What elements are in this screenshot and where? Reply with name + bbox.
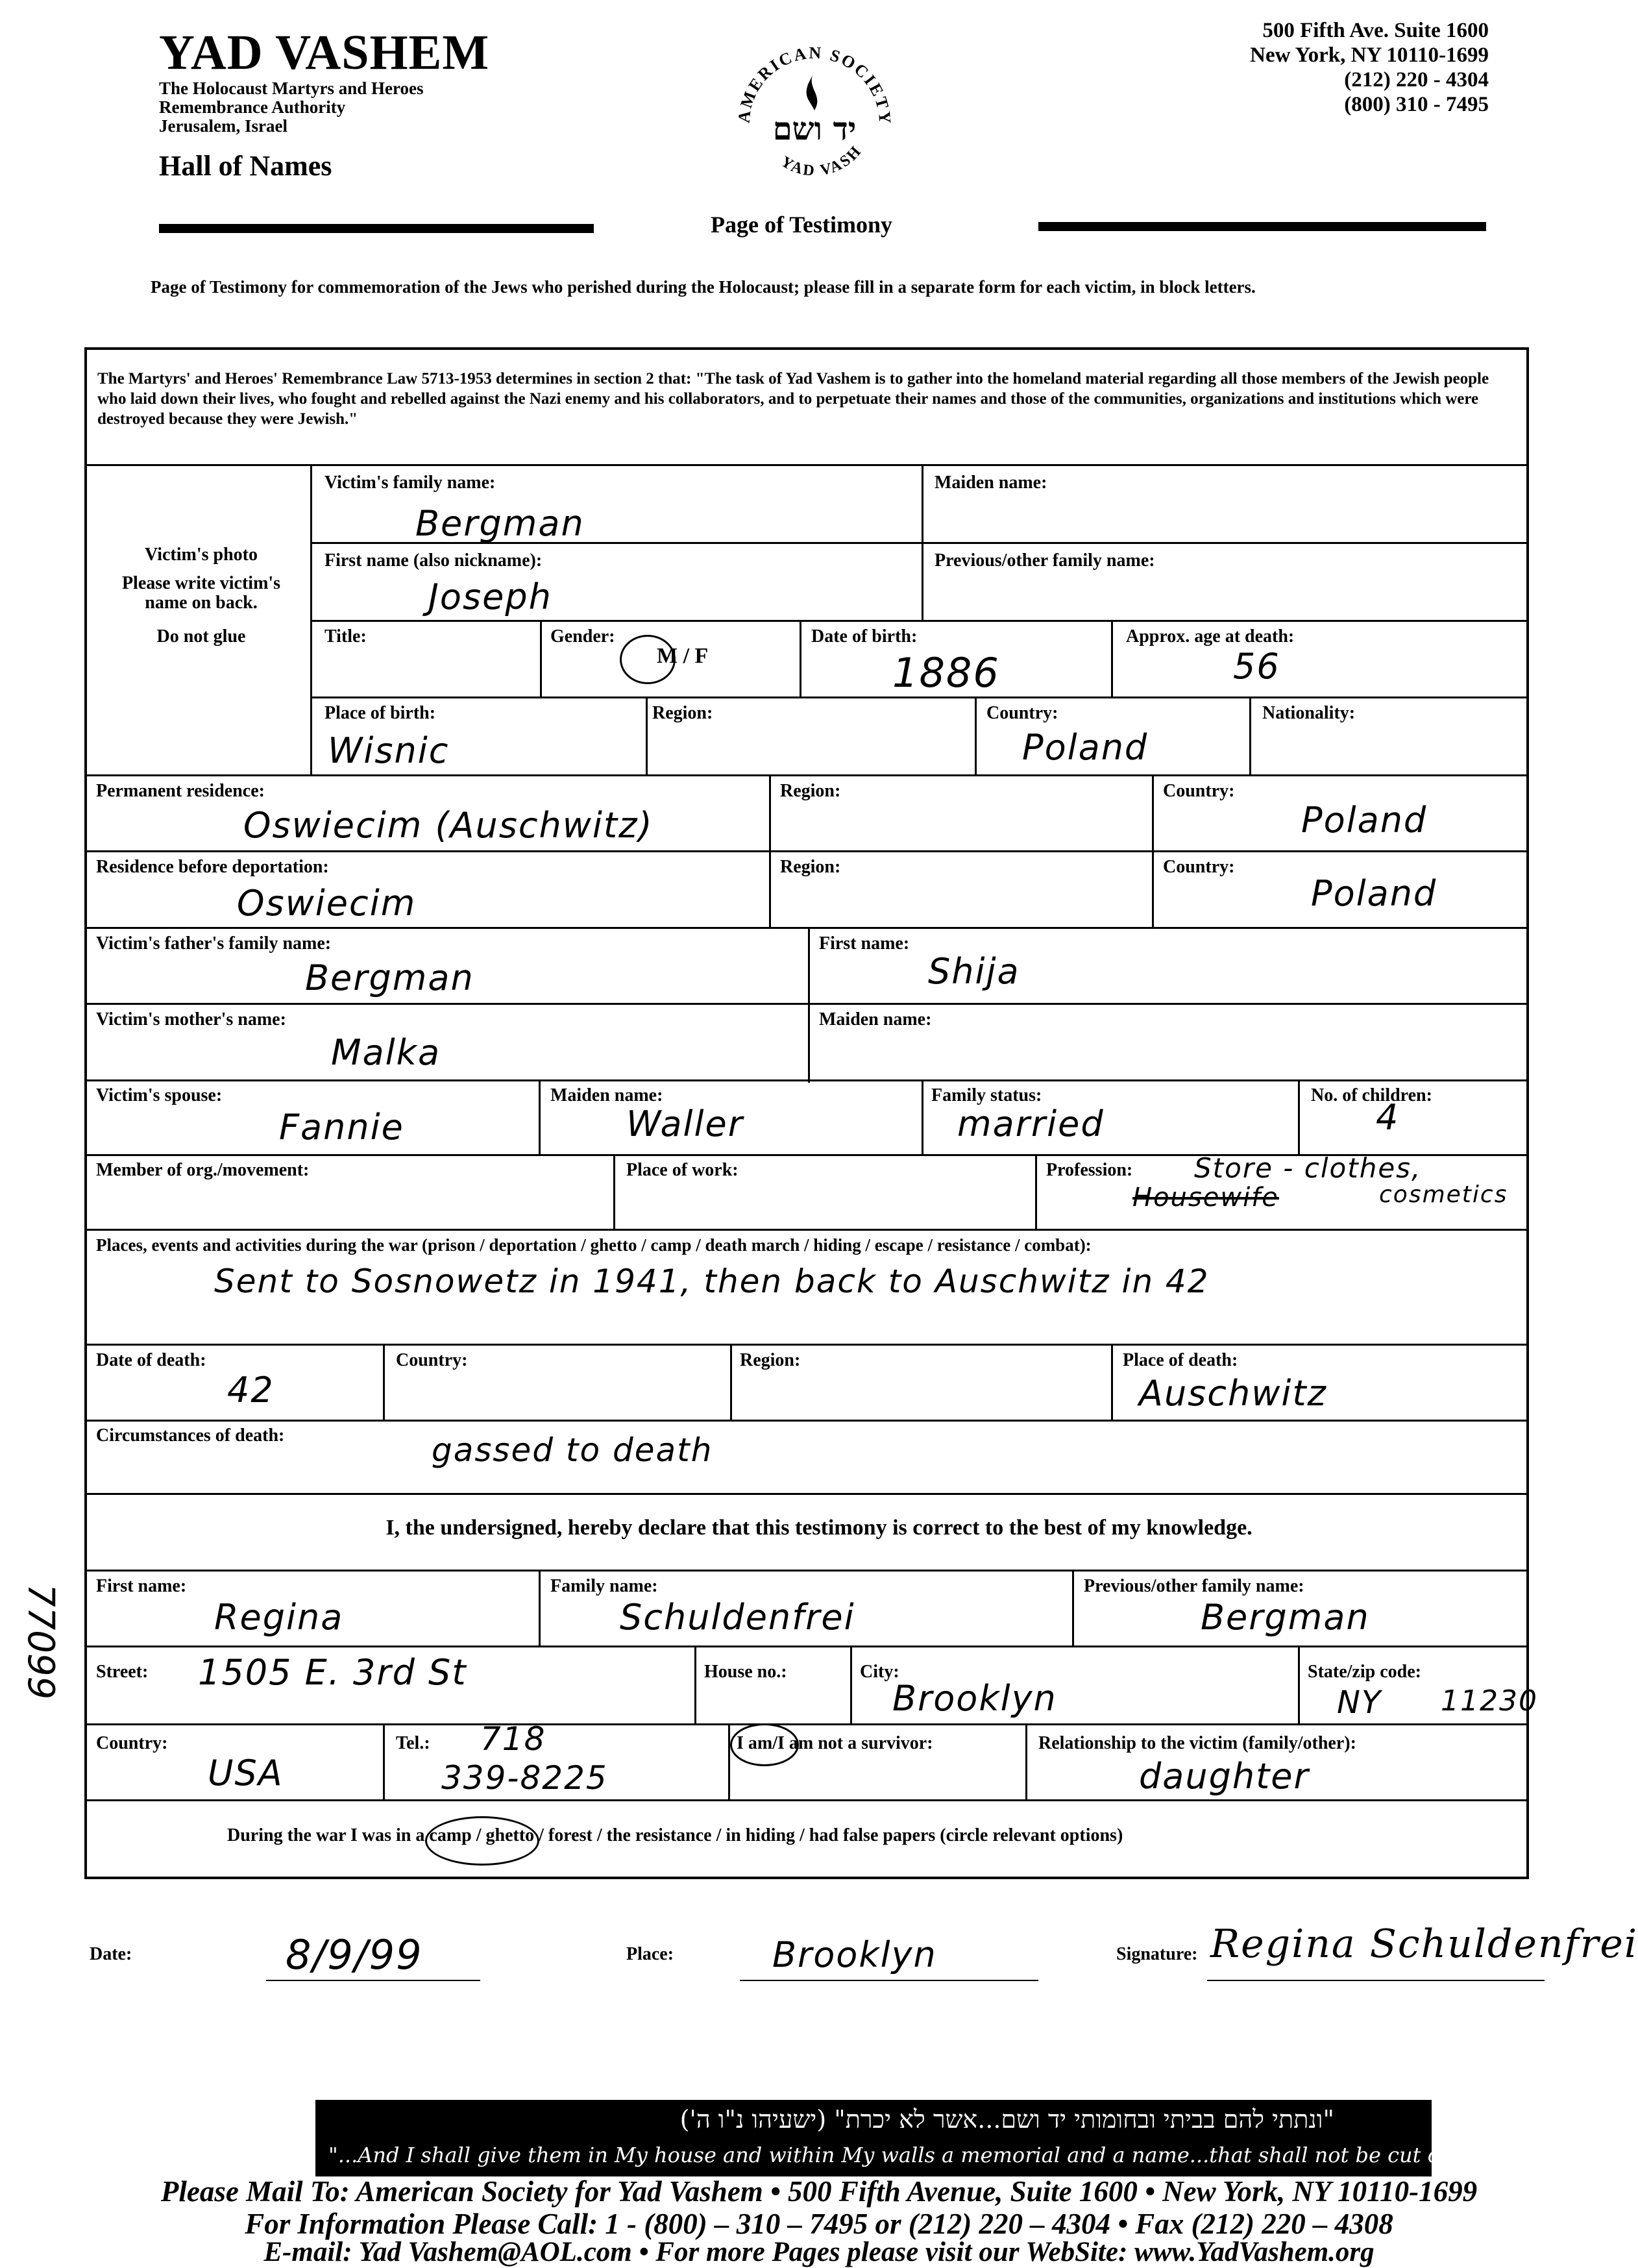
res-country-field[interactable]: Poland	[1311, 873, 1437, 914]
children-field[interactable]: 4	[1376, 1097, 1400, 1138]
grid-line	[808, 927, 810, 1083]
city-label: City:	[860, 1662, 899, 1682]
perm-region-label: Region:	[780, 781, 841, 801]
side-reference-number: 77099	[19, 1584, 62, 1700]
org-subtitle	[159, 79, 423, 136]
grid-line	[540, 620, 542, 696]
res-country-label: Country:	[1163, 857, 1235, 877]
intro-text: Page of Testimony for commemoration of the Jews who perished during the Holocaust; please fill in a separate form for each victim, in block letters.	[151, 277, 1256, 297]
grid-line	[850, 1646, 852, 1723]
svg-text:YAD VASHEM: YAD VASH	[777, 142, 866, 180]
submitter-prev-field[interactable]: Bergman	[1201, 1597, 1370, 1638]
grid-line	[646, 696, 648, 774]
submitter-family-field[interactable]: Schuldenfrei	[620, 1597, 855, 1638]
grid-line	[1298, 1646, 1300, 1723]
house-no-label: House no.:	[704, 1662, 787, 1682]
age-label: Approx. age at death:	[1126, 626, 1295, 647]
perm-res-label: Permanent residence:	[96, 781, 265, 801]
dob-label: Date of birth:	[811, 626, 918, 647]
org-title: YAD VASHEM	[159, 25, 490, 80]
gender-circle	[620, 635, 676, 684]
signature-field[interactable]: Regina Schuldenfrei	[1210, 1921, 1638, 1967]
photo-instruction: name on back.	[145, 593, 258, 613]
family-status-field[interactable]: married	[957, 1103, 1105, 1144]
profession-label: Profession:	[1046, 1160, 1133, 1180]
member-label: Member of org./movement:	[96, 1160, 310, 1180]
grid-line	[84, 464, 1529, 466]
hall-of-names: Hall of Names	[159, 150, 332, 182]
grid-line	[310, 464, 312, 774]
phone-line: (800) 310 - 7495	[1344, 93, 1489, 116]
grid-line	[84, 1003, 1529, 1005]
res-before-field[interactable]: Oswiecim	[237, 883, 417, 924]
footer-phone: For Information Please Call: 1 - (800) – 310 – 7495 or (212) 220 – 4304 • Fax (212) 220 – 4308	[245, 2208, 1393, 2240]
perm-country-label: Country:	[1163, 781, 1235, 801]
grid-line	[539, 1570, 541, 1646]
camp-circle	[425, 1816, 539, 1866]
footer-mail: Please Mail To: American Society for Yad Vashem • 500 Fifth Avenue, Suite 1600 • New York, NY 10110-1699	[160, 2175, 1478, 2208]
death-region-label: Region:	[740, 1350, 801, 1370]
children-label: No. of children:	[1311, 1085, 1432, 1105]
photo-instruction: Please write victim's	[121, 573, 281, 593]
first-name-label: First name (also nickname):	[324, 550, 543, 571]
date-label: Date:	[90, 1944, 132, 1964]
father-family-label: Victim's father's family name:	[96, 933, 332, 954]
grid-line	[539, 1079, 541, 1154]
place-death-field[interactable]: Auschwitz	[1139, 1373, 1327, 1414]
grid-line	[613, 1154, 615, 1229]
banner-hebrew: "ונתתי להם בביתי ובחומותי יד ושם...אשר לא יכרת" (ישעיהו נ"ו ה')	[679, 2105, 1334, 2134]
tel-field-1[interactable]: 718	[480, 1720, 546, 1758]
res-before-label: Residence before deportation:	[96, 857, 329, 877]
grid-line	[84, 927, 1529, 929]
grid-line	[84, 1646, 1529, 1647]
grid-line	[383, 1344, 385, 1420]
family-name-field[interactable]: Bergman	[415, 503, 585, 544]
spouse-maiden-field[interactable]: Waller	[626, 1103, 744, 1144]
grid-line	[84, 850, 1529, 852]
grid-line	[310, 620, 1529, 622]
grid-line	[1035, 1154, 1037, 1229]
profession-field[interactable]: Store - clothes,	[1194, 1152, 1422, 1184]
grid-line	[84, 1799, 1529, 1801]
date-death-field[interactable]: 42	[227, 1370, 275, 1411]
header-rule-left	[159, 224, 594, 233]
age-field[interactable]: 56	[1233, 646, 1280, 687]
gender-options[interactable]: M / F	[657, 644, 709, 668]
state-field[interactable]: NY	[1337, 1684, 1382, 1721]
grid-line	[1111, 1344, 1113, 1420]
spouse-label: Victim's spouse:	[96, 1085, 223, 1105]
page-title: Page of Testimony	[711, 212, 893, 238]
grid-line	[1072, 1570, 1074, 1646]
profession-struck: Housewife	[1132, 1183, 1279, 1213]
street-label: Street:	[96, 1662, 149, 1682]
grid-line	[1111, 620, 1113, 696]
father-first-field[interactable]: Shija	[928, 951, 1020, 992]
places-events-label: Places, events and activities during the war (prison / deportation / ghetto / camp / death march / hiding / escape / resistance / combat):	[96, 1235, 1092, 1255]
perm-res-field[interactable]: Oswiecim (Auschwitz)	[243, 805, 654, 846]
street-field[interactable]: 1505 E. 3rd St	[198, 1652, 467, 1693]
submitter-family-label: Family name:	[550, 1576, 658, 1596]
address-line: New York, NY 10110-1699	[1250, 43, 1489, 67]
zip-field[interactable]: 11230	[1441, 1684, 1538, 1718]
grid-line	[84, 1229, 1529, 1231]
pob-label: Place of birth:	[324, 703, 436, 723]
society-logo-icon	[727, 26, 902, 208]
grid-line	[1249, 696, 1251, 774]
date-death-label: Date of death:	[96, 1350, 206, 1370]
grid-line	[728, 1723, 730, 1799]
svg-text:AMERICAN SOCIETY FOR: AMERICAN SOCIETY	[734, 43, 895, 126]
place-field[interactable]: Brooklyn	[772, 1934, 937, 1975]
title-label: Title:	[324, 626, 367, 647]
grid-line	[800, 620, 801, 696]
signature-underline	[1207, 1980, 1545, 1981]
grid-line	[310, 696, 1529, 698]
org-subtitle-line: Jerusalem, Israel	[159, 116, 287, 136]
mother-maiden-label: Maiden name:	[819, 1009, 932, 1029]
grid-line	[1298, 1079, 1300, 1154]
grid-line	[84, 1344, 1529, 1346]
city-field[interactable]: Brooklyn	[892, 1678, 1057, 1719]
submitter-first-label: First name:	[96, 1576, 187, 1596]
place-work-label: Place of work:	[626, 1160, 739, 1180]
banner-english: "...And I shall give them in My house and within My walls a memorial and a name...that shall not be cut off" Isaiah 56:5	[328, 2143, 1588, 2167]
footer-email: E-mail: Yad Vashem@AOL.com • For more Pages please visit our WebSite: www.YadVashem.org	[263, 2237, 1375, 2267]
grid-line	[84, 1493, 1529, 1495]
family-status-label: Family status:	[931, 1085, 1042, 1105]
tel-field-2[interactable]: 339-8225	[441, 1759, 608, 1797]
country-field[interactable]: USA	[208, 1753, 284, 1793]
spouse-maiden-label: Maiden name:	[550, 1085, 663, 1105]
svg-text:יד ושם: יד ושם	[772, 111, 857, 147]
grid-line	[84, 1723, 1529, 1725]
place-death-label: Place of death:	[1123, 1350, 1238, 1370]
mother-name-label: Victim's mother's name:	[96, 1009, 286, 1029]
date-underline	[266, 1980, 480, 1981]
address-line: 500 Fifth Ave. Suite 1600	[1262, 19, 1489, 42]
org-subtitle-line: The Holocaust Martyrs and Heroes	[159, 79, 424, 98]
during-war-options[interactable]: During the war I was in a camp / ghetto / forest / the resistance / in hiding / had false papers (circle relevant options)	[227, 1825, 1123, 1845]
address-block	[1250, 18, 1489, 117]
father-first-label: First name:	[819, 933, 910, 954]
scripture-banner	[315, 2100, 1588, 2176]
previous-family-label: Previous/other family name:	[935, 550, 1155, 571]
law-text: The Martyrs' and Heroes' Remembrance Law 5713-1953 determines in section 2 that: "The task of Yad Vashem is to gather into the homeland material regarding all those members of the Jewish people who laid down their lives, who fought and rebelled against the Nazi enemy and his collaborators, and to perpetuate their names and those of the communities, organizations and institutions which were destroyed because they were Jewish."	[97, 370, 1489, 428]
maiden-name-label: Maiden name:	[935, 473, 1047, 493]
survivor-circle	[730, 1723, 799, 1766]
survivor-label[interactable]: I am/I am not a survivor:	[737, 1733, 933, 1753]
grid-line	[694, 1646, 696, 1723]
nationality-label: Nationality:	[1262, 703, 1356, 723]
grid-line	[383, 1723, 385, 1799]
country-label: Country:	[96, 1733, 168, 1753]
death-country-label: Country:	[396, 1350, 468, 1370]
header-rule-right	[1038, 222, 1486, 231]
submitter-first-field[interactable]: Regina	[214, 1597, 344, 1638]
grid-line	[84, 1570, 1529, 1572]
family-name-label: Victim's family name:	[324, 473, 496, 493]
places-events-field[interactable]: Sent to Sosnowetz in 1941, then back to Auschwitz in 42	[214, 1263, 1210, 1300]
state-zip-label: State/zip code:	[1308, 1662, 1421, 1682]
profession-field-2[interactable]: cosmetics	[1379, 1181, 1508, 1208]
grid-line	[975, 696, 977, 774]
photo-instruction: Do not glue	[156, 626, 246, 647]
signature-label: Signature:	[1116, 1944, 1198, 1964]
spouse-field[interactable]: Fannie	[279, 1107, 404, 1148]
father-family-field[interactable]: Bergman	[305, 957, 474, 998]
perm-country-field[interactable]: Poland	[1301, 800, 1428, 841]
first-name-field[interactable]: Joseph	[428, 576, 552, 617]
mother-name-field[interactable]: Malka	[331, 1032, 441, 1073]
grid-line	[84, 774, 1529, 776]
place-label: Place:	[626, 1944, 674, 1964]
relationship-label: Relationship to the victim (family/other):	[1038, 1733, 1356, 1753]
grid-line	[730, 1344, 732, 1420]
dob-field[interactable]: 1886	[892, 649, 1000, 696]
grid-line	[1025, 1723, 1027, 1799]
declaration-text: I, the undersigned, hereby declare that this testimony is correct to the best of my knowledge.	[385, 1516, 1253, 1540]
org-subtitle-line: Remembrance Authority	[159, 97, 346, 117]
res-region-label: Region:	[780, 857, 841, 877]
pob-country-label: Country:	[986, 703, 1058, 723]
pob-field[interactable]: Wisnic	[328, 730, 450, 771]
photo-title: Victim's photo	[145, 545, 258, 565]
phone-line: (212) 220 - 4304	[1344, 68, 1489, 92]
victim-photo-box[interactable]	[97, 545, 305, 647]
gender-label: Gender:	[550, 626, 615, 647]
grid-line	[84, 1420, 1529, 1422]
relationship-field[interactable]: daughter	[1139, 1756, 1310, 1797]
circumstances-label: Circumstances of death:	[96, 1425, 285, 1446]
grid-line	[922, 1079, 923, 1154]
pob-country-field[interactable]: Poland	[1022, 727, 1149, 768]
tel-label: Tel.:	[396, 1733, 430, 1753]
submitter-prev-label: Previous/other family name:	[1084, 1576, 1304, 1596]
circumstances-field[interactable]: gassed to death	[432, 1431, 713, 1469]
grid-line	[84, 1079, 1529, 1081]
pob-region-label: Region:	[652, 703, 713, 723]
place-underline	[740, 1980, 1038, 1981]
date-field[interactable]: 8/9/99	[286, 1931, 423, 1978]
